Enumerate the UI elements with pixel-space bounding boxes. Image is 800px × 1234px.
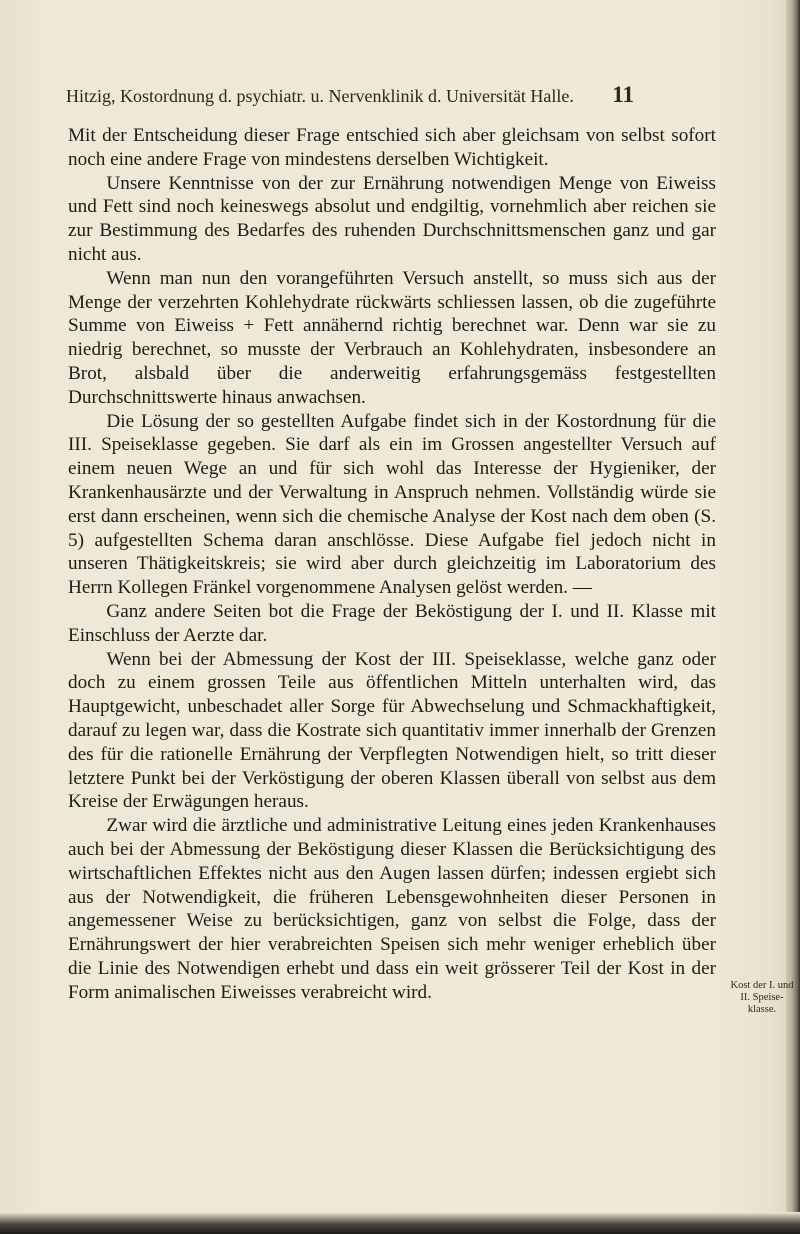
paragraph-3: Wenn man nun den vorangeführten Versuch anstellt, so muss sich aus der Menge der verzehrten Kohlehydrate rückwärts schliessen lassen, ob die zugeführte Summe von Eiweiss + Fett annähernd richtig berechnet war. Denn war sie zu niedrig berechnet, so musste der Verbrauch an Kohlehydraten, insbesondere an Brot, alsbald über die anderweitig erfahrungsgemäss festgestellten Durchschnittswerte hinaus anwachsen.: [68, 267, 716, 408]
body-text: [68, 124, 716, 1004]
bottom-edge: [0, 1212, 800, 1234]
margin-note: Kost der I. und II. Speise-klasse.: [730, 980, 794, 1015]
paragraph-4: Die Lösung der so gestellten Aufgabe findet sich in der Kostordnung für die III. Speiseklasse gegeben. Sie darf als ein im Grossen angestellter Versuch auf einem neuen Wege an und für sich wohl das Interesse der Hygieniker, der Krankenhausärzte und der Verwaltung in Anspruch nehmen. Vollständig würde sie erst dann erscheinen, wenn sich die chemische Analyse der Kost nach dem oben (S. 5) aufgestellten Schema daran anschlösse. Diese Aufgabe fiel jedoch nicht in unseren Thätigkeitskreis; sie wird aber durch gleichzeitig im Laboratorium des Herrn Kollegen Fränkel vorgenommene Analysen gelöst werden. —: [68, 410, 716, 599]
paragraph-2: Unsere Kenntnisse von der zur Ernährung notwendigen Menge von Eiweiss und Fett sind noch keineswegs absolut und endgiltig, vornehmlich aber reichen sie zur Bestimmung des Bedarfes des ruhenden Durchschnittsmenschen ganz und gar nicht aus.: [68, 172, 716, 265]
running-title: Hitzig, Kostordnung d. psychiatr. u. Nervenklinik d. Universität Halle.: [66, 86, 574, 106]
paragraph-6: Wenn bei der Abmessung der Kost der III. Speiseklasse, welche ganz oder doch zu einem grossen Teile aus öffentlichen Mitteln unterhalten wird, das Hauptgewicht, unbeschadet aller Sorge für Abwechselung und Schmackhaftigkeit, darauf zu legen war, dass die Kostrate sich quantitativ immer innerhalb der Grenzen des für die rationelle Ernährung der Verpflegten Notwendigen hielt, so tritt dieser letztere Punkt bei der Verköstigung der oberen Klassen überall von selbst aus dem Kreise der Erwägungen heraus.: [68, 648, 716, 813]
paragraph-1: Mit der Entscheidung dieser Frage entschied sich aber gleichsam von selbst sofort noch eine andere Frage von mindestens derselben Wichtigkeit.: [68, 125, 716, 170]
running-header: [66, 82, 634, 107]
book-edge: [786, 0, 800, 1234]
page-number: 11: [612, 82, 634, 107]
paragraph-7: Zwar wird die ärztliche und administrative Leitung eines jeden Krankenhauses auch bei der Abmessung der Beköstigung dieser Klassen die Berücksichtigung des wirtschaftlichen Effektes nicht aus den Augen lassen dürfen; indessen ergiebt sich aus der Notwendigkeit, die früheren Lebensgewohnheiten dieser Personen in angemessener Weise zu berücksichtigen, ganz von selbst die Folge, dass der Ernährungswert der hier verabreichten Speisen sich mehr weniger erheblich über die Linie des Notwendigen erhebt und dass ein weit grösserer Teil der Kost in der Form animalischen Eiweisses verabreicht wird.: [68, 815, 716, 1003]
paragraph-5: Ganz andere Seiten bot die Frage der Beköstigung der I. und II. Klasse mit Einschluss der Aerzte dar.: [68, 600, 716, 646]
